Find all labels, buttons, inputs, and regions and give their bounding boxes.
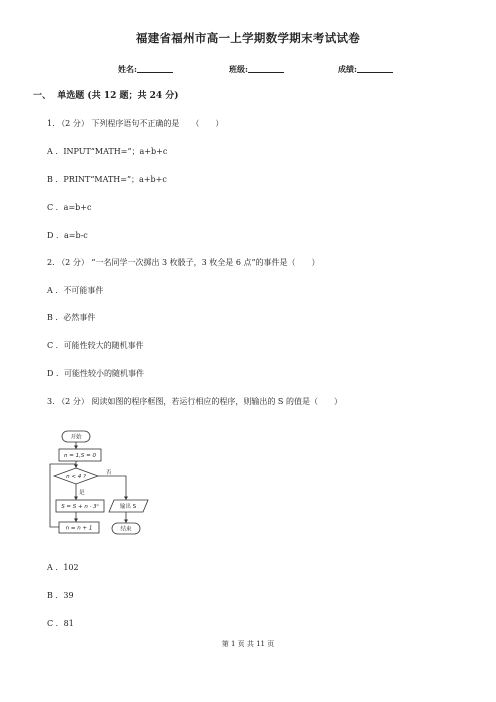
option-letter: A ． [47,563,64,572]
section-title: 单选题 (共 12 题；共 24 分) [57,91,179,101]
option-letter: B ． [47,591,64,600]
exam-title: 福建省福州市高一上学期数学期末考试试卷 [135,31,361,45]
flow-end-text: 结束 [120,526,132,533]
page-footer: 第 1 页 共 11 页 [221,640,275,648]
question-points: （2 分） [57,397,89,406]
score-blank[interactable] [357,64,393,73]
option-text: 必然事件 [63,313,96,322]
option-2b [47,314,95,322]
score-label: 成绩: [338,64,357,74]
flow-output-text: 输出 S [119,504,137,510]
option-2a [47,287,103,295]
option-text: a=b+c [63,203,92,212]
option-2d [47,370,144,378]
question-1 [47,120,223,128]
flow-condition-text: n < 4 ? [66,474,86,480]
section-heading [33,92,179,101]
option-1b [47,176,167,184]
option-letter: B ． [47,175,64,184]
option-text: 不可能事件 [63,286,104,295]
flow-yes-text: 是 [79,490,85,496]
option-letter: C ． [47,203,64,212]
option-letter: C ． [47,341,64,350]
option-1d [47,232,88,240]
option-letter: D ． [47,231,64,240]
option-2c [47,342,144,350]
option-text: 81 [63,619,74,628]
option-letter: B ． [47,313,64,322]
option-3b [47,592,74,600]
question-number: 1. [47,119,55,128]
flow-process-text: S = S + n · 3ⁿ [61,504,99,510]
option-3c [47,620,74,628]
option-letter: C ． [47,619,64,628]
option-letter: D ． [47,369,64,378]
class-field [229,64,284,73]
option-letter: A ． [47,147,64,156]
class-blank[interactable] [248,64,284,73]
option-text: 39 [63,591,74,600]
question-points: （2 分） [57,258,89,267]
option-1c [47,204,91,212]
option-3a [47,564,79,572]
option-text: a=b-c [63,231,88,240]
flow-init-text: n = 1,S = 0 [64,453,96,459]
option-1a [47,148,167,156]
question-stem: 下列程序语句不正确的是 （ ） [91,119,224,128]
section-number: 一、 [33,91,52,101]
flow-no-text: 否 [106,470,112,476]
flow-increment-text: n = n + 1 [65,525,93,532]
question-3 [47,398,342,406]
question-number: 2. [47,258,55,267]
option-text: 可能性较小的随机事件 [63,369,144,378]
name-field [118,64,173,73]
option-text: 102 [63,563,79,572]
flow-start-text: 开始 [70,434,82,441]
option-letter: A ． [47,286,64,295]
question-number: 3. [47,397,55,406]
name-blank[interactable] [137,64,173,73]
name-label: 姓名: [118,64,137,74]
option-text: INPUT“MATH=”；a+b+c [63,147,168,156]
question-stem: “一名同学一次掷出 3 枚骰子，3 枚全是 6 点”的事件是（ ） [91,258,320,267]
question-points: （2 分） [57,119,89,128]
question-stem: 阅读如图的程序框图，若运行相应的程序，则输出的 S 的值是（ ） [91,397,342,406]
class-label: 班级: [229,64,248,74]
flowchart-figure [42,425,162,543]
score-field [338,64,393,73]
question-2 [47,259,320,267]
option-text: PRINT“MATH=”；a+b+c [63,175,167,184]
option-text: 可能性较大的随机事件 [63,341,144,350]
